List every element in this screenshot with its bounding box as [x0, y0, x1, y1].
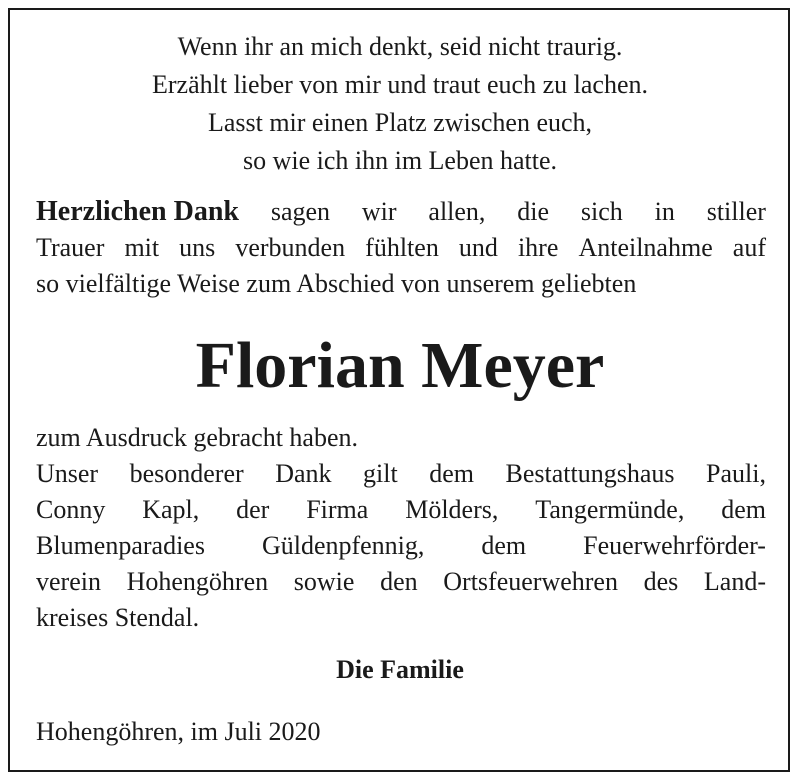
word: in: [654, 197, 675, 226]
body-line: kreises Stendal.: [36, 603, 200, 632]
word: des: [643, 567, 679, 596]
word: Ortsfeuerwehren: [443, 567, 618, 596]
word: Trauer: [36, 233, 105, 262]
word: Hohengöhren: [126, 567, 269, 596]
word: Dank: [275, 459, 332, 488]
word: Anteilnahme: [578, 233, 713, 262]
word: Unser: [36, 459, 99, 488]
deceased-name: Florian Meyer: [195, 329, 605, 402]
word: Feuerwehrförder-: [583, 531, 766, 560]
word: Conny: [36, 495, 106, 524]
body-line: [36, 564, 766, 600]
word: Kapl,: [142, 495, 200, 524]
word: wir: [361, 197, 397, 226]
word: auf: [732, 233, 766, 262]
word: fühlten: [365, 233, 439, 262]
body-line: [36, 492, 766, 528]
thanks-paragraph: [36, 194, 766, 302]
word: ihre: [517, 233, 559, 262]
poem-line: so wie ich ihn im Leben hatte.: [242, 146, 558, 175]
word: sagen: [270, 197, 331, 226]
word: sich: [580, 197, 623, 226]
word: mit: [124, 233, 160, 262]
body-paragraph: [36, 420, 766, 636]
thanks-lead: Herzlichen Dank: [36, 196, 239, 227]
word: besonderer: [129, 459, 244, 488]
poem-line: Erzählt lieber von mir und traut euch zu lachen.: [152, 70, 648, 99]
signature: Die Familie: [336, 655, 464, 684]
poem-line: Lasst mir einen Platz zwischen euch,: [207, 108, 593, 137]
word: die: [517, 197, 550, 226]
word: stiller: [706, 197, 766, 226]
body-line: zum Ausdruck gebracht haben.: [36, 423, 359, 452]
thanks-line: [36, 230, 766, 266]
word: sowie: [293, 567, 355, 596]
word: dem: [481, 531, 527, 560]
word: dem: [721, 495, 766, 524]
poem-line: Wenn ihr an mich denkt, seid nicht traurig.: [177, 32, 623, 61]
word: Blumenparadies: [36, 531, 205, 560]
thanks-line: [36, 194, 766, 230]
word: Pauli,: [706, 459, 766, 488]
body-line: [36, 528, 766, 564]
word: dem: [429, 459, 474, 488]
body-line: [36, 456, 766, 492]
word: Mölders,: [405, 495, 499, 524]
word: und: [458, 233, 498, 262]
word: Firma: [306, 495, 369, 524]
place-date: Hohengöhren, im Juli 2020: [36, 717, 321, 746]
word: Bestattungshaus: [505, 459, 675, 488]
word: gilt: [363, 459, 398, 488]
word: der: [236, 495, 270, 524]
word: Tangermünde,: [535, 495, 685, 524]
thanks-line: so vielfältige Weise zum Abschied von unserem geliebten: [36, 269, 637, 298]
word: verbunden: [235, 233, 346, 262]
word: Güldenpfennig,: [261, 531, 425, 560]
word: verein: [36, 567, 101, 596]
word: allen,: [428, 197, 486, 226]
word: uns: [179, 233, 216, 262]
poem-block: [0, 28, 800, 180]
word: Land-: [703, 567, 766, 596]
word: den: [380, 567, 418, 596]
